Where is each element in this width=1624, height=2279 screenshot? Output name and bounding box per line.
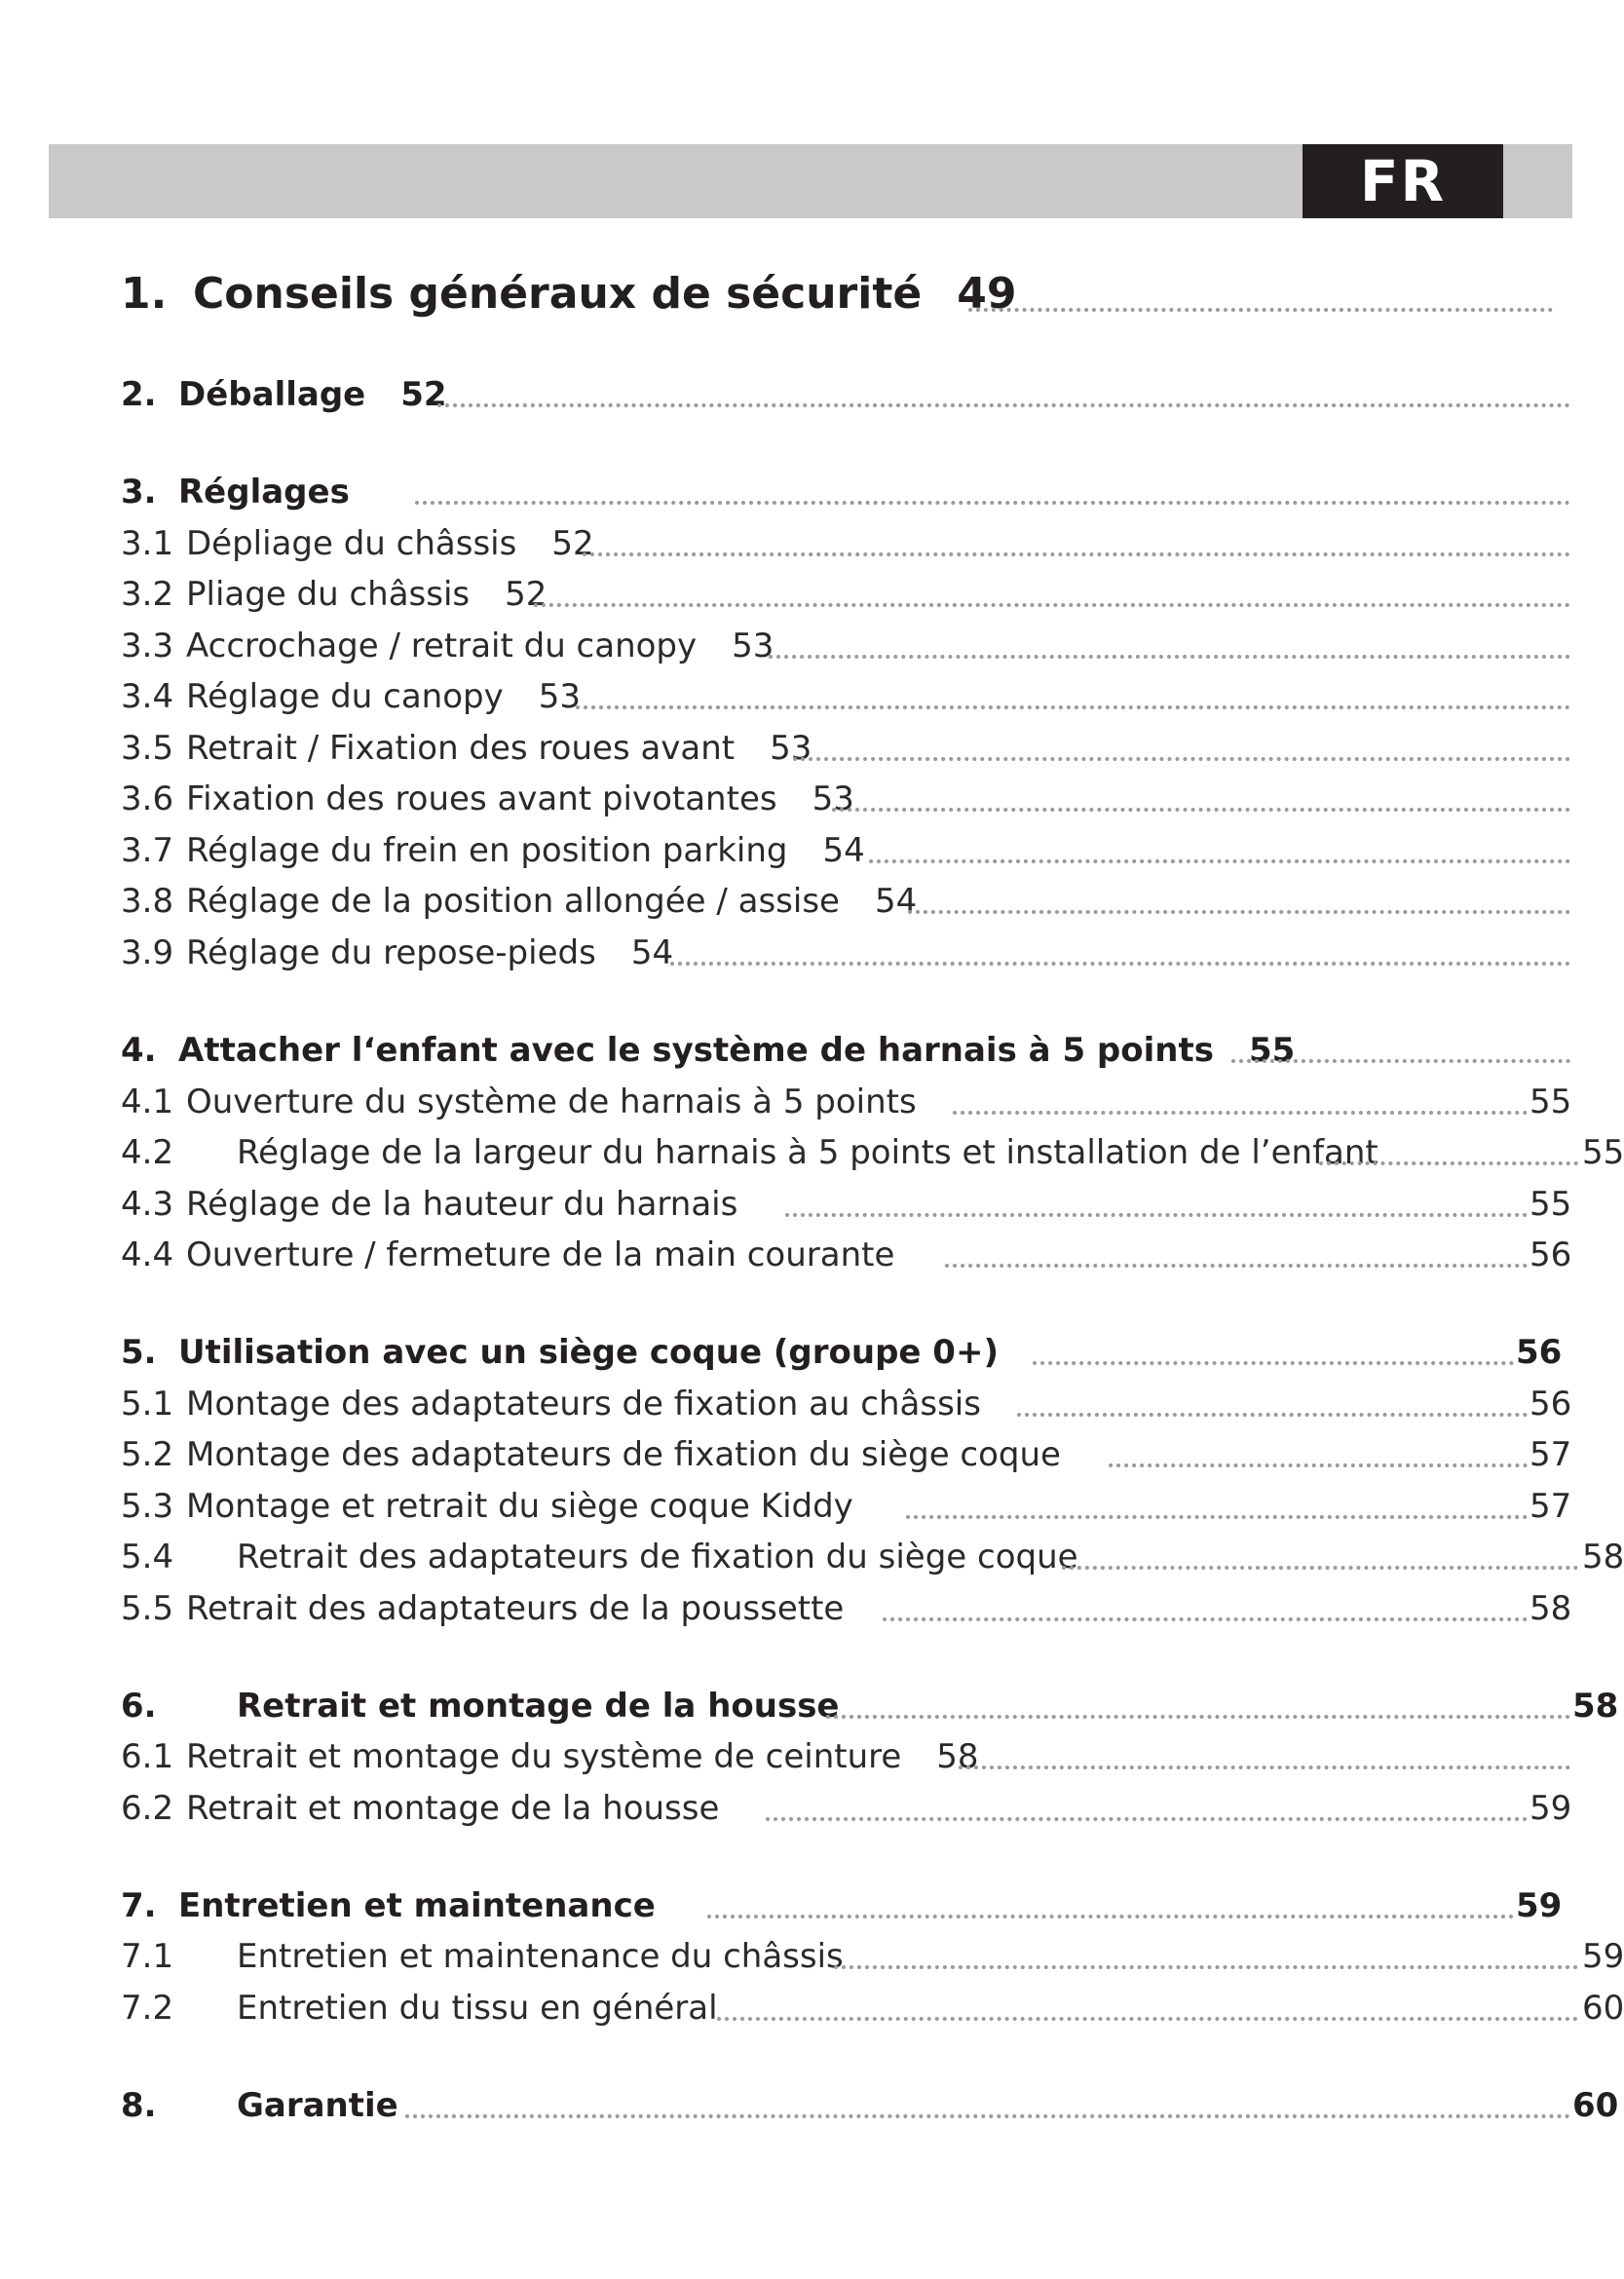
dot-leader	[707, 1915, 1514, 1918]
entry-page: 57	[1530, 1487, 1572, 1526]
entry-title: Entretien et maintenance du châssis	[237, 1937, 844, 1976]
entry-text	[121, 831, 865, 870]
dot-leader	[793, 757, 1570, 761]
toc-subentry[interactable]	[121, 624, 1455, 666]
entry-text	[121, 729, 812, 768]
dot-leader	[1231, 1059, 1570, 1063]
entry-title: Réglage de la position allongée / assise	[186, 882, 840, 921]
entry-text	[121, 575, 548, 614]
toc-subentry[interactable]	[121, 1432, 1572, 1475]
dot-leader	[908, 910, 1570, 914]
entry-number: 7.1	[121, 1937, 174, 1976]
entry-number: 4.	[121, 1031, 157, 1070]
entry-title: Réglages	[178, 473, 350, 512]
entry-page: 56	[1530, 1385, 1572, 1424]
dot-leader	[883, 1617, 1528, 1621]
dot-leader	[766, 1817, 1528, 1821]
entry-number: 5.1	[121, 1385, 174, 1424]
entry-title: Retrait des adaptateurs de fixation du siège coque	[237, 1538, 1078, 1576]
toc-entry[interactable]	[121, 372, 1455, 415]
dot-leader	[1319, 1161, 1578, 1165]
dot-leader	[1062, 1566, 1578, 1570]
dot-leader	[1017, 1413, 1528, 1417]
entry-title: Retrait / Fixation des roues avant	[186, 729, 736, 768]
entry-text	[121, 1487, 853, 1526]
toc-subentry[interactable]	[121, 1182, 1572, 1225]
entry-number: 3.7	[121, 831, 174, 870]
dot-leader	[534, 603, 1570, 607]
entry-title: Montage des adaptateurs de fixation du siège coque	[186, 1435, 1061, 1474]
toc-subentry[interactable]	[121, 726, 1455, 769]
entry-text	[121, 677, 581, 716]
entry-page: 53	[770, 729, 812, 768]
entry-title: Réglage de la hauteur du harnais	[186, 1185, 738, 1224]
entry-text	[121, 1235, 895, 1274]
toc-subentry[interactable]	[121, 828, 1455, 871]
entry-title: Entretien du tissu en général	[237, 1989, 718, 2028]
dot-leader	[437, 403, 1570, 407]
dot-leader	[769, 655, 1570, 659]
toc-subentry[interactable]	[121, 572, 1455, 615]
entry-title: Conseils généraux de sécurité	[193, 269, 923, 319]
entry-title: Dépliage du châssis	[186, 524, 517, 563]
entry-number: 1.	[121, 269, 168, 319]
entry-text	[121, 1737, 979, 1776]
entry-page: 58	[936, 1737, 979, 1776]
entry-page: 52	[505, 575, 548, 614]
entry-page: 60	[1582, 1989, 1624, 2028]
toc-subentry[interactable]	[121, 1484, 1572, 1527]
entry-page: 58	[1582, 1538, 1624, 1576]
entry-title: Réglage du canopy	[186, 677, 504, 716]
entry-page: 55	[1248, 1031, 1296, 1070]
entry-number: 3.2	[121, 575, 174, 614]
entry-text	[121, 1789, 720, 1828]
entry-text	[121, 629, 774, 663]
toc-subentry[interactable]	[121, 1586, 1572, 1629]
toc-subentry[interactable]	[121, 1130, 1624, 1173]
dot-leader	[906, 1515, 1528, 1519]
entry-text	[121, 1333, 999, 1372]
entry-page: 54	[822, 831, 865, 870]
entry-title: Réglage du frein en position parking	[186, 831, 788, 870]
entry-title: Montage des adaptateurs de fixation au châssis	[186, 1385, 981, 1424]
entry-number: 3.8	[121, 882, 174, 921]
toc-entry[interactable]	[121, 1330, 1563, 1373]
dot-leader	[826, 1715, 1570, 1719]
entry-text	[121, 524, 594, 563]
entry-number: 4.3	[121, 1185, 174, 1224]
entry-page: 49	[957, 269, 1017, 319]
dot-leader	[869, 859, 1570, 863]
entry-title: Attacher l‘enfant avec le système de harnais à 5 points	[178, 1031, 1214, 1070]
dot-leader	[405, 2114, 1570, 2118]
entry-number: 5.2	[121, 1435, 174, 1474]
entry-text	[121, 473, 350, 512]
entry-text	[121, 1937, 844, 1976]
toc-entry[interactable]	[121, 1028, 1455, 1071]
dot-leader	[968, 308, 1553, 312]
entry-number: 2.	[121, 375, 157, 414]
entry-title: Montage et retrait du siège coque Kiddy	[186, 1487, 853, 1526]
entry-title: Retrait et montage de la housse	[186, 1789, 720, 1828]
toc-subentry[interactable]	[121, 1233, 1572, 1275]
entry-text	[121, 375, 447, 414]
entry-text	[121, 1886, 656, 1925]
entry-number: 6.	[121, 1687, 157, 1726]
entry-number: 7.2	[121, 1989, 174, 2028]
dot-leader	[834, 1965, 1578, 1969]
entry-page: 58	[1572, 1687, 1619, 1726]
entry-page: 56	[1530, 1235, 1572, 1274]
toc-subentry[interactable]	[121, 777, 1455, 819]
entry-number: 7.	[121, 1886, 157, 1925]
entry-page: 55	[1530, 1185, 1572, 1224]
entry-page: 57	[1530, 1435, 1572, 1474]
entry-page: 55	[1530, 1083, 1572, 1121]
dot-leader	[945, 1264, 1528, 1268]
toc-entry[interactable]	[121, 1883, 1563, 1926]
entry-title: Accrochage / retrait du canopy	[186, 627, 698, 665]
toc-subentry[interactable]	[121, 1786, 1572, 1829]
entry-title: Fixation des roues avant pivotantes	[186, 779, 777, 818]
toc-subentry[interactable]	[121, 1734, 1455, 1777]
entry-title: Retrait des adaptateurs de la poussette	[186, 1589, 845, 1628]
toc-subentry[interactable]	[121, 931, 1455, 973]
entry-page: 52	[551, 524, 594, 563]
entry-title: Ouverture / fermeture de la main courante	[186, 1235, 895, 1274]
entry-page: 59	[1582, 1937, 1624, 1976]
entry-text	[121, 1085, 917, 1119]
toc-subentry[interactable]	[121, 1080, 1572, 1122]
entry-text	[121, 1385, 981, 1424]
entry-title: Réglage de la largeur du harnais à 5 points et installation de l’enfant	[237, 1133, 1379, 1172]
entry-number: 3.5	[121, 729, 174, 768]
entry-number: 3.4	[121, 677, 174, 716]
entry-title: Pliage du châssis	[186, 575, 471, 614]
entry-number: 8.	[121, 2086, 157, 2125]
toc-subentry[interactable]	[121, 521, 1455, 564]
entry-page: 53	[812, 779, 854, 818]
entry-text	[121, 1540, 1078, 1574]
dot-leader	[670, 962, 1570, 966]
dot-leader	[959, 1766, 1570, 1769]
entry-page: 60	[1572, 2086, 1619, 2125]
entry-text	[121, 269, 1017, 319]
toc-subentry[interactable]	[121, 1535, 1624, 1577]
entry-title: Retrait et montage de la housse	[237, 1687, 840, 1726]
toc-subentry[interactable]	[121, 879, 1455, 922]
entry-page: 53	[538, 677, 581, 716]
entry-number: 5.	[121, 1333, 157, 1372]
entry-number: 3.	[121, 473, 157, 512]
entry-text	[121, 1031, 1296, 1070]
entry-text	[121, 1133, 1379, 1172]
entry-number: 3.6	[121, 779, 174, 818]
toc-subentry[interactable]	[121, 1986, 1624, 2029]
entry-text	[121, 933, 674, 972]
entry-number: 5.5	[121, 1589, 174, 1628]
dot-leader	[953, 1111, 1528, 1115]
entry-text	[121, 882, 918, 921]
entry-page: 53	[732, 627, 774, 665]
entry-title: Utilisation avec un siège coque (groupe 0+)	[178, 1333, 999, 1372]
entry-number: 6.1	[121, 1737, 174, 1776]
dot-leader	[832, 808, 1570, 812]
entry-number: 4.4	[121, 1235, 174, 1274]
entry-text	[121, 1435, 1061, 1474]
entry-number: 3.1	[121, 524, 174, 563]
dot-leader	[1033, 1361, 1514, 1365]
entry-text	[121, 1185, 738, 1224]
entry-title: Garantie	[237, 2086, 398, 2125]
entry-number: 3.3	[121, 627, 174, 665]
entry-number: 6.2	[121, 1789, 174, 1828]
dot-leader	[576, 705, 1570, 709]
entry-page: 59	[1530, 1789, 1572, 1828]
entry-text	[121, 1687, 840, 1726]
entry-text	[121, 1989, 718, 2028]
entry-text	[121, 779, 854, 818]
entry-page: 54	[874, 882, 918, 921]
dot-leader	[1109, 1463, 1528, 1467]
entry-number: 3.9	[121, 933, 174, 972]
entry-number: 4.2	[121, 1133, 174, 1172]
entry-page: 56	[1516, 1333, 1563, 1372]
language-badge: FR	[1303, 144, 1503, 218]
entry-text	[121, 1589, 845, 1628]
toc-subentry[interactable]	[121, 1382, 1572, 1424]
entry-number: 4.1	[121, 1083, 174, 1121]
entry-title: Retrait et montage du système de ceinture	[186, 1737, 902, 1776]
toc-entry[interactable]	[121, 2083, 1619, 2126]
toc-entry[interactable]	[121, 261, 1446, 320]
entry-page: 58	[1530, 1589, 1572, 1628]
entry-page: 55	[1582, 1133, 1624, 1172]
toc-subentry[interactable]	[121, 674, 1455, 717]
toc-entry[interactable]	[121, 1684, 1619, 1727]
entry-page: 52	[400, 375, 447, 414]
toc-subentry[interactable]	[121, 1934, 1624, 1977]
entry-title: Déballage	[178, 375, 366, 414]
dot-leader	[583, 552, 1570, 556]
entry-title: Entretien et maintenance	[178, 1886, 656, 1925]
entry-title: Ouverture du système de harnais à 5 points	[186, 1083, 917, 1121]
entry-title: Réglage du repose-pieds	[186, 933, 596, 972]
entry-page: 59	[1516, 1886, 1563, 1925]
dot-leader	[785, 1213, 1528, 1217]
entry-number: 5.4	[121, 1538, 174, 1576]
entry-page: 54	[630, 933, 674, 972]
entry-text	[121, 2086, 398, 2125]
entry-number: 5.3	[121, 1487, 174, 1526]
dot-leader	[415, 501, 1570, 505]
toc-entry[interactable]	[121, 470, 1455, 513]
dot-leader	[717, 2017, 1578, 2021]
